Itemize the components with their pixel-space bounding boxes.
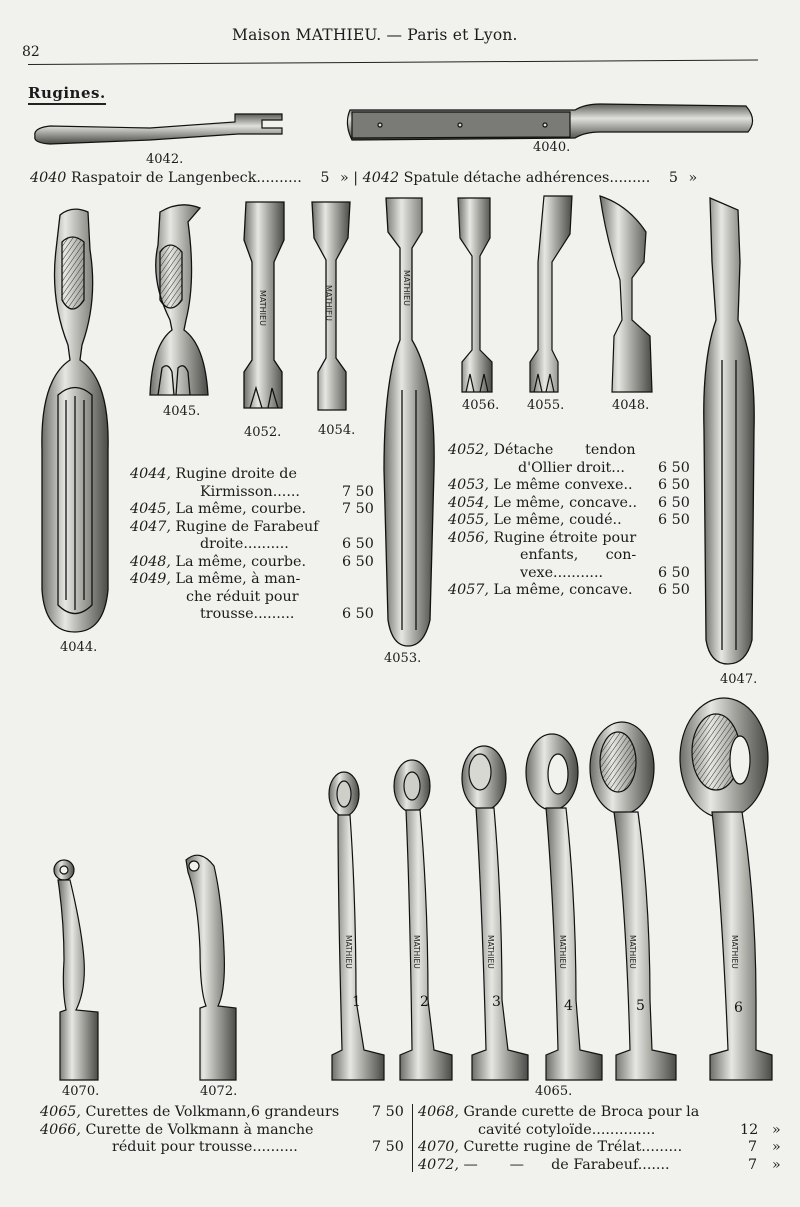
item-4040-line (30, 170, 697, 188)
item-leader: ......... (609, 170, 651, 186)
list-item-cont: droite.......... 6 50 (200, 536, 374, 552)
list-item-cont: d'Ollier droit... 6 50 (518, 459, 690, 476)
instrument-4054-image (312, 202, 350, 410)
instrument-4047-image (704, 198, 754, 664)
curette-size-2 (394, 760, 452, 1080)
item-number: 4040 (30, 170, 67, 186)
svg-text:MATHIEU: MATHIEU (486, 935, 495, 969)
svg-text:MATHIEU: MATHIEU (558, 935, 567, 969)
svg-text:MATHIEU: MATHIEU (628, 935, 637, 969)
list-item-cont: enfants, con- (520, 547, 637, 563)
list-item: 4049, La même, à man- (130, 571, 301, 587)
instrument-4040-image (347, 104, 752, 140)
svg-text:1: 1 (352, 994, 361, 1010)
item-leader: .......... (256, 170, 302, 186)
svg-text:MATHIEU: MATHIEU (324, 285, 333, 321)
instrument-4070-image (54, 860, 98, 1080)
list-item: 4054, Le même, concave.. 6 50 (448, 494, 690, 511)
list-item: 4066, Curette de Volkmann à manche (40, 1121, 314, 1138)
item-suffix: » (688, 170, 698, 186)
instrument-4056-image (458, 198, 492, 392)
figure-label-4055: 4055. (527, 398, 565, 413)
figure-label-4053: 4053. (384, 651, 422, 666)
page-number: 82 (22, 44, 40, 60)
list-item: 4055, Le même, coudé.. 6 50 (448, 512, 690, 528)
list-item-cont: Kirmisson...... 7 50 (200, 483, 374, 500)
figure-label-4042: 4042. (146, 152, 184, 167)
figure-label-4054: 4054. (318, 423, 356, 438)
price-list-right (448, 442, 693, 600)
list-item-cont: che réduit pour (186, 588, 299, 605)
curette-set-4065-image (329, 698, 772, 1080)
svg-text:4: 4 (564, 998, 573, 1014)
list-item: 4057, La même, concave. 6 50 (448, 582, 690, 598)
list-item-cont: cavité cotyloïde.............. 12 » (478, 1121, 781, 1138)
instrument-4053-image (384, 198, 434, 646)
column-divider (412, 1104, 413, 1172)
figure-label-4052: 4052. (244, 425, 282, 440)
svg-text:2: 2 (420, 994, 429, 1010)
figure-label-4070: 4070. (62, 1084, 100, 1099)
curette-size-6 (680, 698, 772, 1080)
list-item: 4065, Curettes de Volkmann,6 grandeurs 7 50 (40, 1104, 404, 1120)
curette-size-1 (329, 772, 384, 1080)
list-item: 4044, Rugine droite de (130, 466, 297, 482)
item-separator: » | (340, 170, 359, 186)
svg-text:MATHIEU: MATHIEU (412, 935, 421, 969)
svg-text:MATHIEU: MATHIEU (730, 935, 739, 969)
instrument-4052-image (244, 202, 284, 408)
svg-text:MATHIEU: MATHIEU (402, 270, 411, 306)
section-title: Rugines. (28, 84, 106, 102)
instrument-4072-image (186, 855, 236, 1080)
list-item-cont: trousse......... 6 50 (200, 606, 374, 622)
item-name: Raspatoir de Langenbeck (70, 170, 257, 186)
instrument-4048-image (600, 196, 652, 392)
figure-label-4044: 4044. (60, 640, 98, 655)
figure-label-4056: 4056. (462, 398, 500, 413)
curette-size-4 (526, 734, 602, 1080)
instrument-4044-image (42, 209, 108, 632)
svg-text:5: 5 (636, 998, 645, 1014)
list-item: 4072, — — de Farabeuf....... 7 » (418, 1156, 781, 1173)
list-item: 4048, La même, courbe. 6 50 (130, 553, 374, 570)
figure-label-4045: 4045. (163, 404, 201, 419)
list-item-cont: vexe........... 6 50 (520, 564, 690, 581)
svg-text:3: 3 (492, 994, 501, 1010)
instrument-4045-image (150, 205, 208, 395)
page-header-title: Maison MATHIEU. — Paris et Lyon. (232, 26, 518, 44)
instrument-4042-image (35, 114, 282, 144)
list-item: 4047, Rugine de Farabeuf (130, 518, 319, 535)
list-item: 4052, Détache tendon (448, 442, 636, 458)
svg-text:MATHIEU: MATHIEU (258, 290, 267, 326)
item-name: Spatule détache adhérences (403, 170, 610, 186)
svg-text:6: 6 (734, 1000, 743, 1016)
item-price: 5 (668, 170, 678, 186)
list-item: 4045, La même, courbe. 7 50 (130, 501, 374, 517)
figure-label-4040: 4040. (533, 140, 571, 155)
price-list-bottom-right (418, 1104, 781, 1174)
curette-size-3 (462, 746, 528, 1080)
figure-label-4047: 4047. (720, 672, 758, 687)
list-item: 4056, Rugine étroite pour (448, 529, 637, 546)
list-item-cont: réduit pour trousse.......... 7 50 (112, 1139, 404, 1155)
instrument-4055-image (530, 196, 572, 392)
figure-label-4072: 4072. (200, 1084, 238, 1099)
figure-label-4065: 4065. (535, 1084, 573, 1099)
item-price: 5 (320, 170, 330, 186)
price-list-bottom-left (40, 1104, 404, 1157)
figure-label-4048: 4048. (612, 398, 650, 413)
list-item: 4070, Curette rugine de Trélat......... 7 » (418, 1139, 781, 1155)
list-item: 4068, Grande curette de Broca pour la (418, 1104, 700, 1120)
price-list-left (130, 466, 375, 624)
svg-text:MATHIEU: MATHIEU (344, 935, 353, 969)
item-number: 4042 (362, 170, 400, 186)
list-item: 4053, Le même convexe.. 6 50 (448, 477, 690, 493)
curette-size-5 (590, 722, 676, 1080)
